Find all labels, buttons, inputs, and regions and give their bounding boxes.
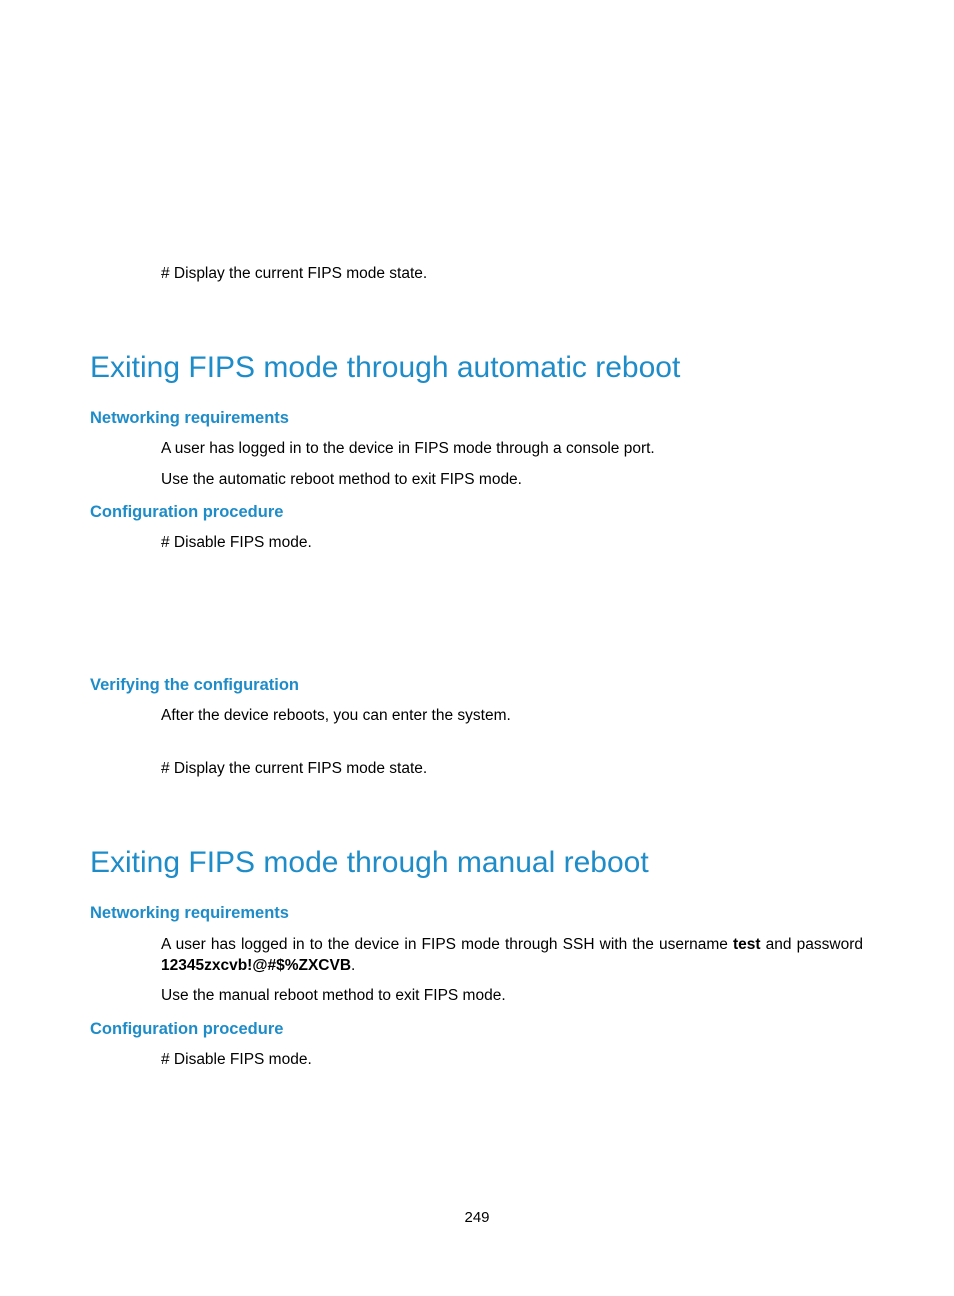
page-number: 249 [464,1209,490,1226]
heading-exit-automatic-reboot: Exiting FIPS mode through automatic reboot [90,351,681,384]
manual-requirement-paragraph [161,934,863,976]
subheading-configuration-procedure: Configuration procedure [90,503,284,521]
subheading-configuration-procedure: Configuration procedure [90,1020,284,1038]
disable-fips-note: # Disable FIPS mode. [161,1051,312,1068]
auto-requirement-line-1: A user has logged in to the device in FIPS mode through a console port. [161,440,655,457]
after-reboot-text: After the device reboots, you can enter the system. [161,707,511,724]
manual-requirement-text: and password [760,936,863,953]
auto-requirement-line-2: Use the automatic reboot method to exit FIPS mode. [161,471,522,488]
sentence-period: . [351,957,356,974]
subheading-verifying-configuration: Verifying the configuration [90,676,300,694]
display-fips-state-note: # Display the current FIPS mode state. [161,265,428,282]
password-value: 12345zxcvb!@#$%ZXCVB [161,957,352,974]
username-value: test [733,936,761,953]
manual-requirement-text: A user has logged in to the device in FIPS mode through SSH with the username [161,936,733,953]
subheading-networking-requirements: Networking requirements [90,904,289,922]
manual-requirement-line-2: Use the manual reboot method to exit FIPS mode. [161,987,506,1004]
disable-fips-note: # Disable FIPS mode. [161,534,312,551]
display-fips-state-note: # Display the current FIPS mode state. [161,760,428,777]
heading-exit-manual-reboot: Exiting FIPS mode through manual reboot [90,846,649,879]
subheading-networking-requirements: Networking requirements [90,409,289,427]
